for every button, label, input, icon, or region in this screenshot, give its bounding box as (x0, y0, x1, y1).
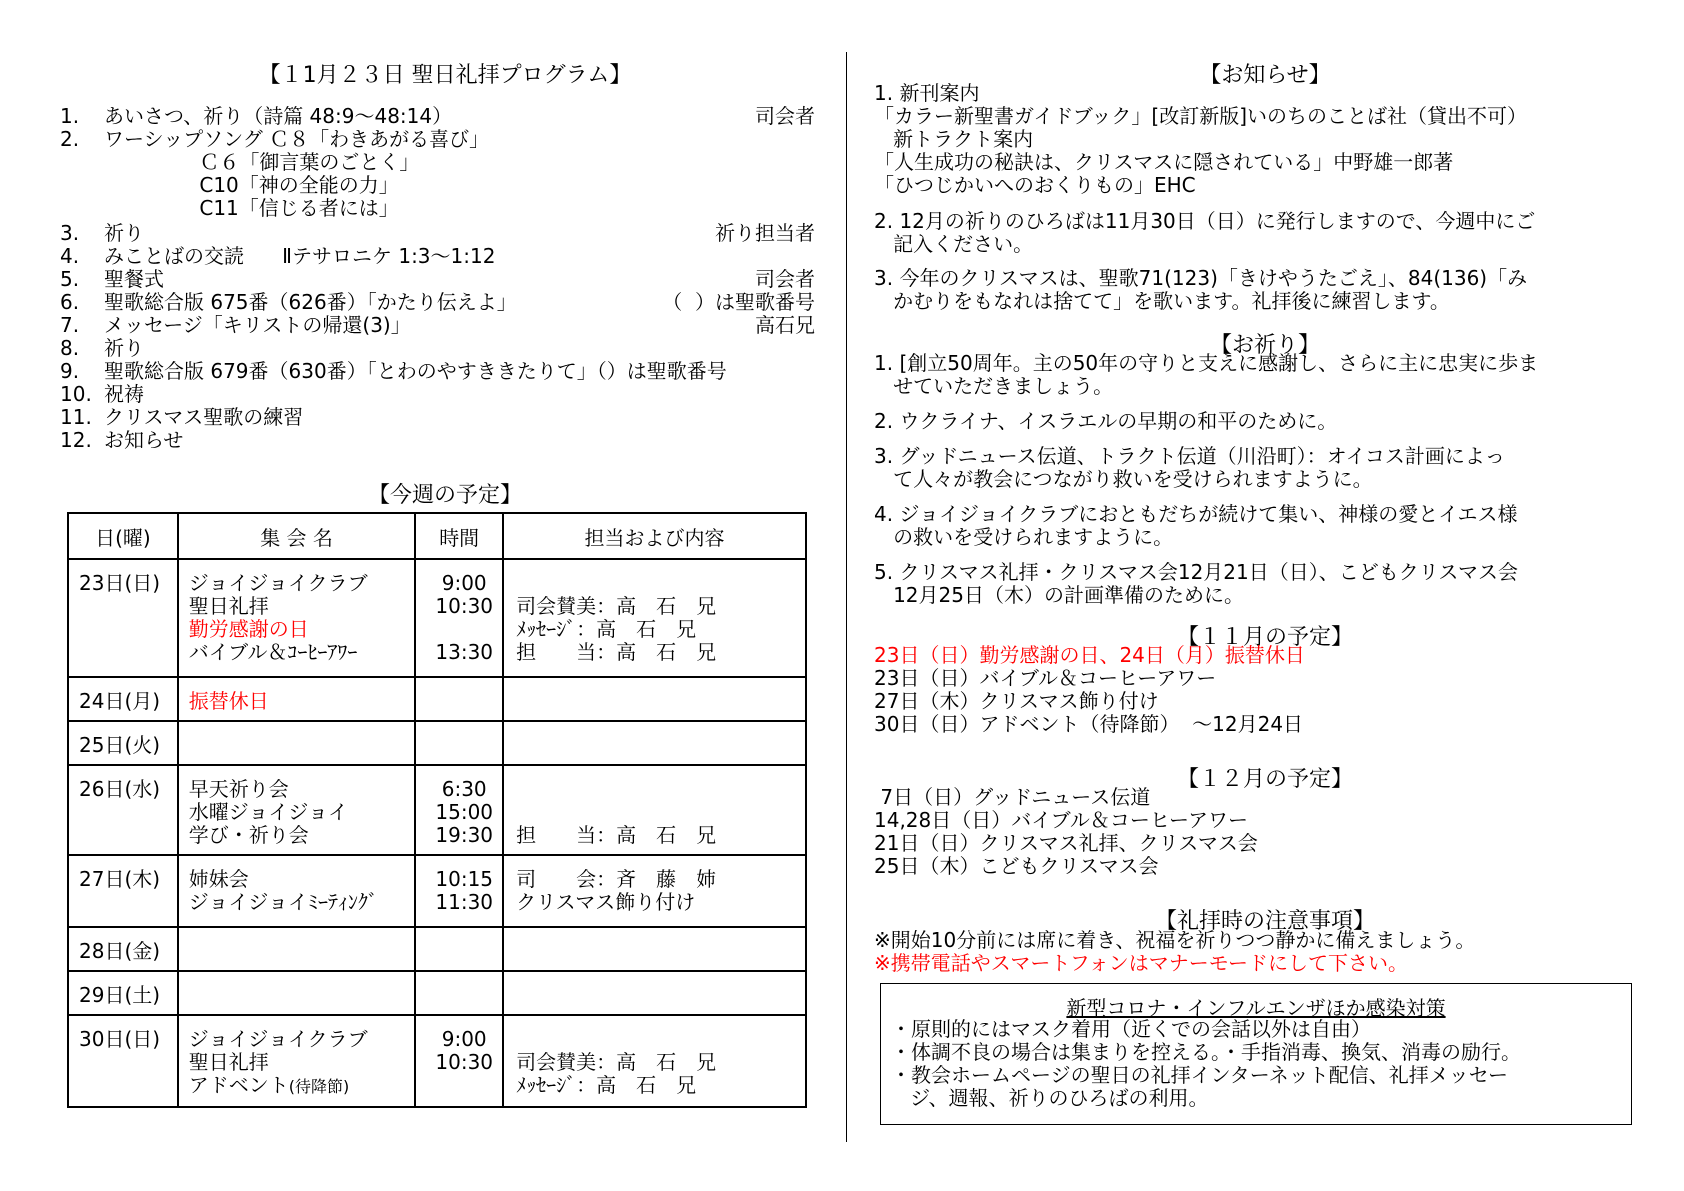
schedule-contents (503, 765, 806, 855)
caution-line-1: ※開始10分前には席に着き、祝福を祈りつつ静かに備えましょう。 (874, 928, 1476, 952)
prayer-line: 5. クリスマス礼拝・クリスマス会12月21日（日）、こどもクリスマス会 (874, 560, 1518, 584)
event-name (189, 595, 415, 618)
event-label: アドベント (188, 1073, 289, 1097)
november-schedule-line: 23日（日）勤労感謝の日、24日（月）振替休日 (874, 643, 1305, 667)
event-content: 司会賛美：高 石 兄 (516, 594, 717, 618)
schedule-events (178, 1015, 416, 1107)
program-item-person: 司会者 (755, 267, 815, 291)
event-content (516, 801, 805, 824)
december-schedule-line: 21日（日）クリスマス礼拝、クリスマス会 (874, 831, 1258, 855)
event-name (189, 690, 415, 713)
event-name (189, 778, 415, 801)
event-name (189, 801, 415, 824)
header-event: 集 会 名 (178, 513, 416, 559)
prayer-line: の救いを受けられますように。 (874, 525, 1174, 549)
event-name (189, 868, 415, 891)
program-item-number: 2. (60, 127, 80, 151)
program-item-number: 5. (60, 267, 80, 291)
event-time: 10:30 (435, 1050, 494, 1074)
event-time (426, 690, 502, 713)
schedule-times (415, 1015, 503, 1107)
event-name (189, 641, 415, 664)
notice-line: 記入ください。 (874, 232, 1034, 256)
event-time: 13:30 (435, 640, 494, 664)
program-item-text: ワーシップソング Ｃ８「わきあがる喜び」 (104, 127, 490, 151)
table-row (68, 765, 806, 855)
notice-line: 「人生成功の秘訣は、クリスマスに隠されている」中野雄一郎著 (874, 150, 1454, 174)
schedule-events (178, 765, 416, 855)
november-schedule-line: 30日（日）アドベント（待降節） ～12月24日 (874, 712, 1304, 736)
event-content: 担 当：高 石 兄 (516, 823, 717, 847)
event-name (189, 1074, 415, 1097)
program-item-text: 祝祷 (104, 382, 144, 406)
program-item-text: C10「神の全能の力」 (104, 173, 399, 197)
event-label: ジョイジョイクラブ (188, 571, 368, 595)
event-name (189, 940, 415, 963)
schedule-contents (503, 721, 806, 765)
event-name (189, 572, 415, 595)
notice-line: 「カラー新聖書ガイドブック」[改訂新版]いのちのことば社（貸出不可） (874, 104, 1528, 128)
program-item-text: クリスマス聖歌の練習 (104, 405, 304, 429)
table-row (68, 971, 806, 1015)
schedule-events (178, 927, 416, 971)
covid-line: ジ、週報、祈りのひろばの利用。 (891, 1086, 1209, 1110)
program-item-text: Ｃ６「御言葉のごとく」 (104, 150, 420, 174)
event-label: ジョイジョイクラブ (188, 1027, 368, 1051)
notice-line: 2. 12月の祈りのひろばは11月30日（日）に発行しますので、今週中にご (874, 209, 1536, 233)
november-schedule-line: 23日（日）バイブル＆コーヒーアワー (874, 666, 1217, 690)
program-item-number: 12. (60, 428, 92, 452)
event-time: 11:30 (435, 890, 494, 914)
november-title: 【１１月の予定】 (1176, 625, 1353, 650)
program-item-number: 4. (60, 244, 80, 268)
event-content: ﾒｯｾｰｼﾞ：高 石 兄 (516, 1073, 697, 1097)
notice-line: 1. 新刊案内 (874, 81, 980, 105)
schedule-events (178, 855, 416, 927)
table-row (68, 677, 806, 721)
schedule-times (415, 721, 503, 765)
event-content (516, 572, 805, 595)
covid-title: 新型コロナ・インフルエンザほか感染対策 (1066, 996, 1446, 1020)
header-content: 担当および内容 (503, 513, 806, 559)
event-time: 9:00 (441, 1027, 487, 1051)
notice-line: 新トラクト案内 (874, 127, 1034, 151)
schedule-contents (503, 559, 806, 677)
event-time: 10:15 (435, 867, 494, 891)
schedule-day: 29日(土) (68, 971, 178, 1015)
event-content (516, 984, 805, 1007)
covid-line: ・体調不良の場合は集まりを控える。・手指消毒、換気、消毒の励行。 (891, 1040, 1521, 1064)
covid-line: ・教会ホームページの聖日の礼拝インターネット配信、礼拝メッセー (891, 1063, 1508, 1087)
event-time (426, 618, 502, 641)
december-schedule-line: 14,28日（日）バイブル＆コーヒーアワー (874, 808, 1249, 832)
prayer-line: 2. ウクライナ、イスラエルの早期の和平のために。 (874, 409, 1338, 433)
event-time (426, 734, 502, 757)
december-title: 【１２月の予定】 (1176, 767, 1353, 792)
prayer-line: 1. [創立50周年。主の50年の守りと支えに感謝し、さらに主に忠実に歩ま (874, 351, 1539, 375)
schedule-times (415, 677, 503, 721)
table-row (68, 855, 806, 927)
schedule-day: 27日(木) (68, 855, 178, 927)
program-item-person: 司会者 (755, 104, 815, 128)
schedule-day: 25日(火) (68, 721, 178, 765)
event-name (189, 891, 415, 914)
table-row (68, 927, 806, 971)
program-item-text: 聖餐式 (104, 267, 164, 291)
event-content (516, 690, 805, 713)
notices-title: 【お知らせ】 (1199, 63, 1331, 88)
schedule-contents (503, 1015, 806, 1107)
schedule-contents (503, 677, 806, 721)
schedule-title: 【今週の予定】 (367, 483, 522, 508)
event-time (426, 1074, 502, 1097)
program-item-number: 11. (60, 405, 92, 429)
program-title: 【１1月２３日 聖日礼拝プログラム】 (258, 63, 632, 88)
schedule-times (415, 855, 503, 927)
program-item-text: 聖歌総合版 675番（626番）「かたり伝えよ」 (104, 290, 517, 314)
program-item-person: （ ）は聖歌番号 (662, 290, 815, 314)
event-label: 勤労感謝の日 (188, 617, 309, 641)
schedule-times (415, 927, 503, 971)
event-label: 早天祈り会 (188, 777, 289, 801)
prayer-line: せていただきましょう。 (874, 374, 1114, 398)
program-item-text: メッセージ「キリストの帰還(3)」 (104, 313, 411, 337)
program-item-number: 10. (60, 382, 92, 406)
event-time: 6:30 (441, 777, 487, 801)
program-item-number: 9. (60, 359, 80, 383)
december-schedule-line: 25日（木）こどもクリスマス会 (874, 854, 1159, 878)
program-item-number: 8. (60, 336, 80, 360)
event-label: ジョイジョイﾐｰﾃｨﾝｸﾞ (188, 890, 378, 914)
december-schedule-line: 7日（日）グッドニュース伝道 (874, 785, 1151, 809)
event-time: 9:00 (441, 571, 487, 595)
event-time (426, 984, 502, 1007)
schedule-contents (503, 927, 806, 971)
event-label: 振替休日 (188, 689, 269, 713)
event-label: 学び・祈り会 (188, 823, 309, 847)
prayers-title: 【お祈り】 (1209, 333, 1320, 358)
schedule-contents (503, 971, 806, 1015)
november-schedule-line: 27日（木）クリスマス飾り付け (874, 689, 1159, 713)
program-item-person: 高石兄 (755, 313, 815, 337)
event-suffix: (待降節) (288, 1077, 350, 1096)
notice-line: 「ひつじかいへのおくりもの」EHC (874, 173, 1196, 197)
event-content (516, 778, 805, 801)
event-name (189, 1051, 415, 1074)
event-content (516, 940, 805, 963)
program-item-text: 祈り (104, 336, 144, 360)
table-row (68, 559, 806, 677)
program-item-text: みことばの交読 Ⅱテサロニケ 1:3～1:12 (104, 244, 496, 268)
event-content: ﾒｯｾｰｼﾞ：高 石 兄 (516, 617, 697, 641)
header-time: 時間 (415, 513, 503, 559)
covid-line: ・原則的にはマスク着用（近くでの会話以外は自由） (891, 1017, 1371, 1041)
program-item-text: C11「信じる者には」 (104, 196, 399, 220)
event-time: 10:30 (435, 594, 494, 618)
event-content: 担 当：高 石 兄 (516, 640, 717, 664)
event-label: バイブル＆ｺｰﾋｰｱﾜｰ (188, 640, 358, 664)
schedule-day: 24日(月) (68, 677, 178, 721)
prayer-line: 4. ジョイジョイクラブにおともだちが続けて集い、神様の愛とイエス様 (874, 502, 1518, 526)
event-content: クリスマス飾り付け (516, 890, 696, 914)
schedule-times (415, 765, 503, 855)
program-item-person: 祈り担当者 (715, 221, 815, 245)
table-row (68, 721, 806, 765)
schedule-day: 26日(水) (68, 765, 178, 855)
program-item-number: 3. (60, 221, 80, 245)
event-label: 聖日礼拝 (188, 1050, 269, 1074)
event-time (426, 940, 502, 963)
program-item-text: あいさつ、祈り（詩篇 48:9～48:14） (104, 104, 453, 128)
header-day: 日(曜) (68, 513, 178, 559)
program-item-number: 7. (60, 313, 80, 337)
event-content (516, 1028, 805, 1051)
covid-notice-box (880, 983, 1632, 1125)
table-row (68, 1015, 806, 1107)
caution-line-2: ※携帯電話やスマートフォンはマナーモードにして下さい。 (874, 951, 1408, 975)
schedule-events (178, 721, 416, 765)
prayer-line: 12月25日（木）の計画準備のために。 (874, 583, 1244, 607)
schedule-day: 23日(日) (68, 559, 178, 677)
prayer-line: て人々が教会につながり救いを受けられますように。 (874, 467, 1373, 491)
event-time: 19:30 (435, 823, 494, 847)
schedule-day: 30日(日) (68, 1015, 178, 1107)
table-header-row (68, 513, 806, 559)
event-label: 水曜ジョイジョイ (188, 800, 348, 824)
program-item-text: お知らせ (104, 428, 184, 452)
program-item-text: 聖歌総合版 679番（630番）「とわのやすききたりて」（）は聖歌番号 (104, 359, 727, 383)
program-item-number: 6. (60, 290, 80, 314)
event-content: 司会賛美：高 石 兄 (516, 1050, 717, 1074)
schedule-day: 28日(金) (68, 927, 178, 971)
column-divider (846, 52, 847, 1142)
notice-line: 3. 今年のクリスマスは、聖歌71(123)「きけやうたごえ」、84(136)「み (874, 266, 1528, 290)
prayer-line: 3. グッドニュース伝道、トラクト伝道（川沿町）：オイコス計画によっ (874, 444, 1505, 468)
event-name (189, 1028, 415, 1051)
event-content: 司 会：斉 藤 姉 (516, 867, 717, 891)
cautions-title: 【礼拝時の注意事項】 (1154, 909, 1375, 934)
event-time: 15:00 (435, 800, 494, 824)
program-item-number: 1. (60, 104, 80, 128)
schedule-contents (503, 855, 806, 927)
schedule-events (178, 559, 416, 677)
event-label: 姉妹会 (188, 867, 249, 891)
event-label: 聖日礼拝 (188, 594, 269, 618)
event-name (189, 734, 415, 757)
event-name (189, 618, 415, 641)
schedule-table (67, 512, 807, 1108)
schedule-times (415, 559, 503, 677)
schedule-times (415, 971, 503, 1015)
program-item-text: 祈り (104, 221, 144, 245)
event-name (189, 824, 415, 847)
notice-line: かむりをもなれは捨てて」を歌います。礼拝後に練習します。 (874, 289, 1450, 313)
event-content (516, 734, 805, 757)
event-name (189, 984, 415, 1007)
schedule-events (178, 971, 416, 1015)
schedule-events (178, 677, 416, 721)
